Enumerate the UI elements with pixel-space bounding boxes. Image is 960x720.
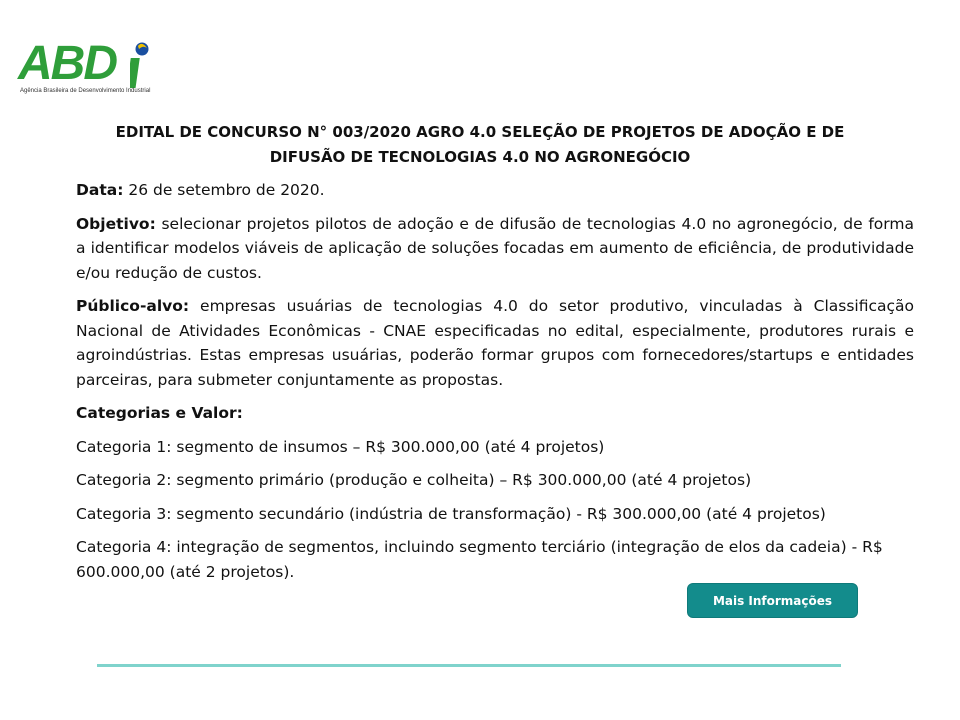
data-paragraph	[76, 178, 914, 203]
category-item: Categoria 2: segmento primário (produção e colheita) – R$ 300.000,00 (até 4 projetos)	[76, 471, 752, 489]
content-body	[76, 178, 914, 593]
categorias-heading	[76, 401, 914, 426]
abdi-logo	[18, 37, 151, 98]
category-item: Categoria 3: segmento secundário (indústria de transformação) - R$ 300.000,00 (até 4 projetos)	[76, 504, 826, 523]
publico-value: empresas usuárias de tecnologias 4.0 do setor produtivo, vinculadas à Classificação Nacional de Atividades Econômicas - CNAE especificadas no edital, especialmente, produtores rurais e agroindústrias. Estas empresas usuárias, poderão formar grupos com fornecedores/startups e entidades parceiras, para submeter conjuntamente as propostas.	[76, 297, 914, 389]
category-item: Categoria 1: segmento de insumos – R$ 300.000,00 (até 4 projetos)	[76, 437, 605, 456]
objetivo-paragraph	[76, 212, 914, 286]
logo-subtitle: Agência Brasileira de Desenvolvimento Industrial	[20, 88, 151, 94]
page-title: EDITAL DE CONCURSO N° 003/2020 AGRO 4.0 SELEÇÃO DE PROJETOS DE ADOÇÃO E DE DIFUSÃO DE TECNOLOGIAS 4.0 NO AGRONEGÓCIO	[115, 123, 845, 166]
objetivo-value: selecionar projetos pilotos de adoção e de difusão de tecnologias 4.0 no agronegócio, de forma a identificar modelos viáveis de aplicação de soluções focadas em aumento de eficiência, de produtividade e/ou redução de custos.	[76, 214, 914, 282]
category-item: Categoria 4: integração de segmentos, incluindo segmento terciário (integração de elos da cadeia) - R$ 600.000,00 (até 2 projetos).	[76, 538, 883, 581]
publico-label: Público-alvo:	[76, 297, 190, 315]
objetivo-label: Objetivo:	[76, 214, 156, 233]
divider-line	[97, 664, 841, 667]
categorias-label: Categorias e Valor:	[76, 404, 243, 422]
data-label: Data:	[76, 181, 124, 199]
logo-i-mark	[130, 42, 150, 90]
data-value: 26 de setembro de 2020.	[123, 181, 325, 199]
publico-paragraph	[76, 294, 914, 392]
logo-wordmark: ABD	[18, 37, 116, 90]
more-info-button[interactable]: Mais Informações	[687, 583, 858, 618]
